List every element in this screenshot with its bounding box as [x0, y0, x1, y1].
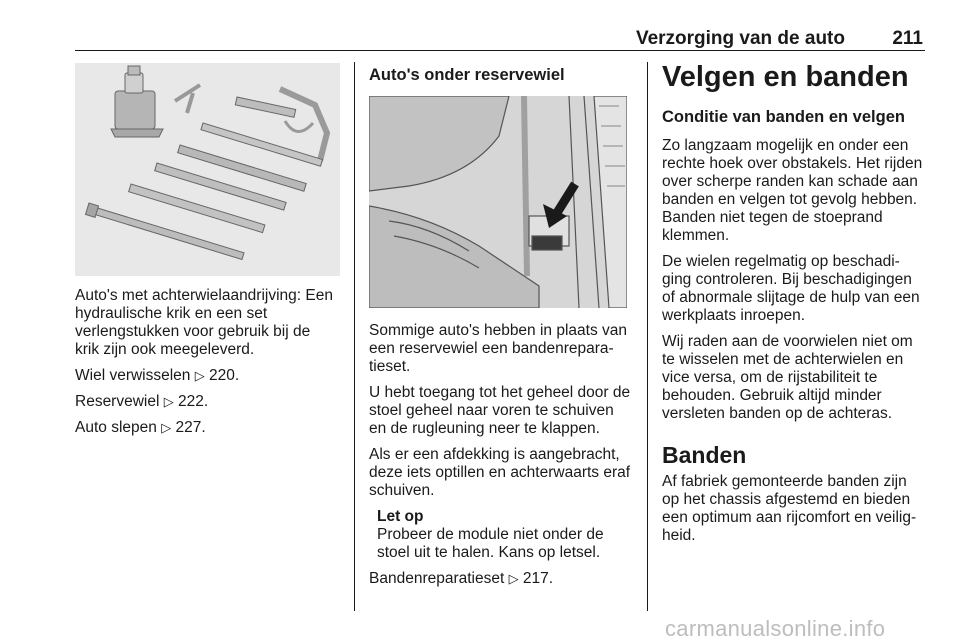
cross-reference: [75, 419, 337, 437]
paragraph: Auto's met achterwielaandrijving: Een hydraulische krik en een set verlengstukken voor gebruik bij de krik zijn ook meegeleverd.: [75, 287, 333, 358]
reference-label: Reservewiel: [75, 393, 160, 410]
paragraph: Af fabriek gemonteerde banden zijn op het chassis afgestemd en bieden een optimum aan rijcomfort en veilig-heid.: [662, 473, 917, 544]
page-number: 211: [892, 28, 923, 49]
note-block: [369, 508, 634, 562]
reference-page[interactable]: 222.: [178, 393, 209, 410]
reference-label: Wiel verwisselen: [75, 367, 191, 384]
column-divider: [354, 62, 355, 611]
jack-and-tools-illustration: [75, 63, 340, 276]
note-text: Probeer de module niet onder de stoel uit te halen. Kans op letsel.: [377, 526, 604, 561]
reference-label: Auto slepen: [75, 419, 157, 436]
arrow-reference-icon: ▷: [163, 394, 174, 409]
cross-reference: [369, 570, 634, 588]
chapter-title: Velgen en banden: [662, 61, 909, 93]
reference-label: Bandenreparatieset: [369, 570, 505, 587]
watermark: carmanualsonline.info: [665, 616, 886, 641]
paragraph: Zo langzaam mogelijk en onder een rechte hoek over obstakels. Het rijden over scherpe randen kan schade aan banden en velgen tot gevolg hebben. Banden niet tegen de stoeprand klemmen.: [662, 137, 923, 244]
cross-reference: [75, 367, 337, 385]
reference-page[interactable]: 227.: [175, 419, 206, 436]
arrow-reference-icon: ▷: [161, 420, 172, 435]
spare-wheel-compartment-illustration: [369, 96, 627, 308]
subsection-title: Conditie van banden en velgen: [662, 108, 905, 126]
paragraph: U hebt toegang tot het geheel door de stoel geheel naar voren te schuiven en de rugleuning neer te klappen.: [369, 384, 631, 437]
cross-reference: [75, 393, 337, 411]
column-right: [662, 60, 927, 553]
arrow-reference-icon: ▷: [194, 368, 205, 383]
note-label: Let op: [377, 508, 424, 525]
paragraph: Als er een afdekking is aangebracht, deze iets optillen en achterwaarts eraf schuiven.: [369, 446, 631, 499]
column-left: [75, 287, 337, 445]
header-title: Verzorging van de auto: [635, 28, 845, 49]
section-heading: Auto's onder reservewiel: [369, 66, 565, 84]
arrow-reference-icon: ▷: [508, 571, 519, 586]
page-header: [75, 28, 925, 51]
reference-page[interactable]: 220.: [209, 367, 240, 384]
paragraph: Sommige auto's hebben in plaats van een reservewiel een bandenrepara-tieset.: [369, 322, 628, 375]
paragraph: De wielen regelmatig op beschadi-ging controleren. Bij beschadigingen of abnormale slijtage de hulp van een werkplaats inroepen.: [662, 253, 920, 324]
column-divider: [647, 62, 648, 611]
reference-page[interactable]: 217.: [522, 570, 554, 587]
paragraph: Wij raden aan de voorwielen niet om te wisselen met de achterwielen en vice versa, om de rijstabiliteit te behouden. Gebruik altijd minder versleten banden op de achteras.: [662, 333, 913, 422]
section-title: Banden: [662, 442, 747, 468]
column-middle: [369, 322, 634, 596]
